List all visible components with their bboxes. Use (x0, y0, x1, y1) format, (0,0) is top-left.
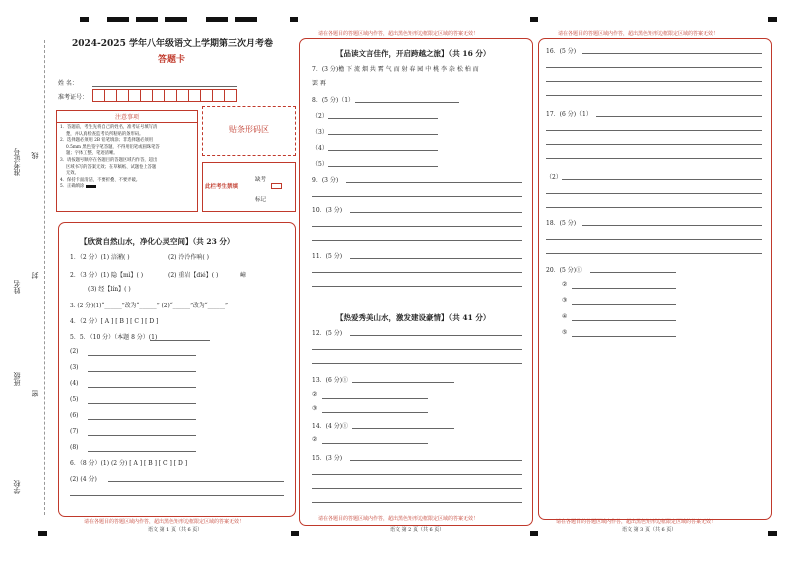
answer-line[interactable] (546, 158, 762, 159)
question-15: 15．(3 分) (312, 455, 343, 462)
answer-line[interactable] (312, 349, 522, 350)
question-12: 12．(5 分) (312, 330, 343, 337)
answer-line[interactable] (108, 481, 284, 482)
question-8-item: （3） (312, 129, 328, 136)
answer-line[interactable] (546, 144, 762, 145)
absent-text: 缺考 (255, 177, 267, 183)
timing-mark (107, 17, 129, 22)
question-11: 11．(5 分) (312, 253, 343, 260)
margin-label-class: 班级 (13, 372, 21, 386)
answer-line[interactable] (562, 179, 762, 180)
answer-panel-1 (58, 222, 296, 517)
answer-line[interactable] (312, 502, 522, 503)
answer-line[interactable] (328, 134, 438, 135)
question-10: 10．(3 分) (312, 207, 343, 214)
timing-mark (291, 531, 299, 536)
page-title: 2024-2025 学年八年级语文上学期第三次月考卷 (72, 39, 273, 49)
question-17-2: （2） (546, 174, 562, 181)
answer-line[interactable] (88, 403, 196, 404)
absent-checkbox[interactable] (271, 183, 282, 189)
question-20-item: ② (562, 281, 568, 288)
question-3: 3. (2 分)(1)“______”改为“______” (2)“______”改为“______” (70, 303, 228, 309)
answer-line[interactable] (596, 116, 762, 117)
answer-line[interactable] (328, 150, 438, 151)
question-13: 13．(6 分)① (312, 377, 349, 384)
margin-label-id: 准考证号 (13, 148, 21, 176)
timing-mark (530, 531, 538, 536)
id-boxes[interactable] (92, 89, 236, 102)
margin-label-seal: 封 (31, 272, 39, 279)
question-5-item: (7) (70, 428, 79, 435)
question-5-item: (6) (70, 412, 79, 419)
notice-line: 区域书写的答案无效；在草稿纸、试题卷上答题 (66, 164, 157, 170)
answer-line[interactable] (150, 340, 210, 341)
notice-line: 1．答题前，考生先将自己的姓名，准考证号填写清 (60, 125, 158, 130)
area-notice: 请在各题目的答题区域内作答，超出黑色矩形边框限定区域的答案无效！ (318, 31, 479, 37)
answer-line[interactable] (322, 443, 428, 444)
timing-mark (290, 17, 298, 22)
page-footer: 语文 第 2 页（共 6 页） (390, 527, 445, 533)
answer-line[interactable] (312, 474, 522, 475)
area-notice: 请在各题目的答题区域内作答，超出黑色矩形边框限定区域的答案无效！ (84, 519, 245, 525)
question-5: 5．5．（10 分）（本题 8 分）(1) (70, 334, 158, 341)
margin-label-school: 学校 (13, 480, 21, 494)
page-footer: 语文 第 1 页（共 6 页） (148, 527, 203, 533)
margin-label-name: 姓名 (13, 280, 21, 294)
question-2-d: (3) 经【lín】( ) (88, 286, 131, 293)
question-2-c: 嶂 (240, 272, 247, 279)
question-13-item: ② (312, 391, 318, 398)
question-14-item: ② (312, 436, 318, 443)
answer-line[interactable] (546, 130, 762, 131)
answer-line[interactable] (572, 320, 676, 321)
answer-line[interactable] (572, 336, 676, 337)
answer-line[interactable] (582, 225, 762, 226)
answer-line[interactable] (322, 412, 428, 413)
question-1: 1．（2 分）(1) 涪潲( ) (70, 254, 130, 261)
section-title: 【热爱秀美山水，激发建设豪情】（共 41 分） (336, 313, 491, 322)
question-6: 6．（8 分）(1) (2 分) [ A ] [ B ] [ C ] [ D ] (70, 460, 188, 467)
answer-line[interactable] (546, 81, 762, 82)
answer-line[interactable] (582, 53, 762, 54)
answer-line[interactable] (312, 363, 522, 364)
margin-label-line: 线 (31, 152, 39, 159)
question-7: 7．(3 分)檐 下 流 烟 共 霄 气 而 射 春 园 中 桃 李 杂 松 柏 而 (312, 66, 479, 73)
answer-line[interactable] (355, 102, 459, 103)
area-notice: 请在各题目的答题区域内作答，超出黑色矩形边框限定区域的答案无效！ (558, 31, 719, 37)
id-label: 准考证号： (58, 94, 89, 101)
answer-line[interactable] (546, 253, 762, 254)
answer-line[interactable] (312, 286, 522, 287)
timing-mark (530, 17, 538, 22)
answer-line[interactable] (350, 212, 522, 213)
answer-line[interactable] (572, 288, 676, 289)
answer-line[interactable] (572, 304, 676, 305)
notice-title: 注意事项 (57, 111, 197, 123)
answer-line[interactable] (328, 118, 438, 119)
question-8-item: （5） (312, 161, 328, 168)
question-6-2: (2) (4 分) (70, 476, 97, 483)
absent-mark-text: 标记 (255, 197, 267, 203)
barcode-area (202, 106, 296, 156)
question-1-b: (2) 泠泠作响( ) (168, 254, 209, 261)
question-5-item: (5) (70, 396, 79, 403)
question-8: 8．(5 分)（1） (312, 97, 355, 104)
answer-line[interactable] (546, 193, 762, 194)
notice-line: 4．保持卡面清洁，不要折叠、不要弄破。 (60, 177, 141, 183)
question-5-item: (2) (70, 348, 79, 355)
notice-line: 3．请按题号顺序在各题目的答题区域内作答，超出 (60, 157, 158, 163)
name-label: 姓 名： (58, 80, 78, 87)
answer-line[interactable] (350, 258, 522, 259)
margin-cut-line (44, 40, 45, 515)
answer-line[interactable] (590, 272, 676, 273)
timing-mark (768, 531, 777, 536)
answer-line[interactable] (88, 371, 196, 372)
barcode-label: 贴条形码区 (229, 125, 269, 134)
answer-line[interactable] (312, 196, 522, 197)
question-20-item: ④ (562, 313, 568, 320)
notice-line: 无效。 (66, 171, 79, 177)
timing-mark (136, 17, 158, 22)
timing-mark (165, 17, 187, 22)
section-title: 【欣赏自然山水，净化心灵空间】（共 23 分） (80, 237, 235, 246)
question-17: 17．(6 分)（1） (546, 111, 592, 118)
question-20-item: ③ (562, 297, 568, 304)
answer-line[interactable] (322, 398, 428, 399)
answer-line[interactable] (88, 451, 196, 452)
timing-mark (38, 531, 47, 536)
answer-line[interactable] (88, 435, 196, 436)
answer-line[interactable] (70, 495, 284, 496)
answer-line[interactable] (546, 67, 762, 68)
notice-line: 2．选择题必须用 2B 铅笔填涂；非选择题必须用 (60, 138, 153, 144)
section-title: 【品读文言佳作，开启跨越之旅】（共 16 分） (336, 49, 491, 58)
answer-line[interactable] (546, 239, 762, 240)
question-8-item: （4） (312, 145, 328, 152)
question-9: 9．(3 分) (312, 177, 339, 184)
question-7-b: 罢 再 (312, 80, 326, 87)
area-notice: 请在各题目的答题区域内作答，超出黑色矩形边框限定区域的答案无效！ (556, 519, 717, 525)
answer-line[interactable] (546, 95, 762, 96)
question-20-item: ⑤ (562, 329, 568, 336)
notice-line: 5．正确填涂 (60, 184, 194, 191)
answer-line[interactable] (546, 207, 762, 208)
absent-area (202, 162, 296, 212)
notice-box (56, 110, 198, 212)
name-field[interactable] (92, 86, 237, 87)
answer-line[interactable] (88, 355, 196, 356)
question-18: 18．(5 分) (546, 220, 577, 227)
answer-line[interactable] (312, 488, 522, 489)
question-14: 14．(4 分)① (312, 423, 349, 430)
area-notice: 请在各题目的答题区域内作答，超出黑色矩形边框限定区域的答案无效！ (318, 516, 479, 522)
answer-line[interactable] (312, 272, 522, 273)
answer-line[interactable] (328, 166, 438, 167)
notice-line: 0.5mm 黑色签字笔答题，不得用铅笔或圆珠笔答 (66, 144, 160, 150)
margin-label-secret: 密 (31, 390, 39, 397)
notice-line: 楚，并认真检查监考员所粘贴的条形码。 (66, 131, 144, 137)
page-subtitle: 答题卡 (158, 55, 186, 65)
answer-line[interactable] (346, 182, 522, 183)
question-5-item: (4) (70, 380, 79, 387)
question-2: 2．（3 分）(1) 隐【mì】( ) (70, 272, 144, 279)
question-8-item: （2） (312, 113, 328, 120)
question-16: 16．(5 分) (546, 48, 577, 55)
answer-line[interactable] (88, 387, 196, 388)
timing-mark (768, 17, 777, 22)
timing-mark (206, 17, 228, 22)
answer-line[interactable] (312, 240, 522, 241)
page-footer: 语文 第 3 页（共 6 页） (622, 527, 677, 533)
timing-mark (80, 17, 89, 22)
answer-line[interactable] (88, 419, 196, 420)
absent-label: 此栏考生禁填 (205, 184, 239, 190)
question-20: 20．(5 分)① (546, 267, 583, 274)
question-5-item: (3) (70, 364, 79, 371)
question-2-b: (2) 重岩【dié】( ) (168, 272, 219, 279)
question-13-item: ③ (312, 405, 318, 412)
answer-line[interactable] (352, 382, 454, 383)
answer-line[interactable] (312, 226, 522, 227)
question-5-item: (8) (70, 444, 79, 451)
question-4: 4．（2 分）[ A ] [ B ] [ C ] [ D ] (70, 318, 159, 325)
answer-line[interactable] (350, 335, 522, 336)
answer-line[interactable] (350, 460, 522, 461)
notice-line: 题；字体工整、笔迹清晰。 (66, 151, 118, 157)
timing-mark (235, 17, 257, 22)
answer-line[interactable] (352, 428, 454, 429)
